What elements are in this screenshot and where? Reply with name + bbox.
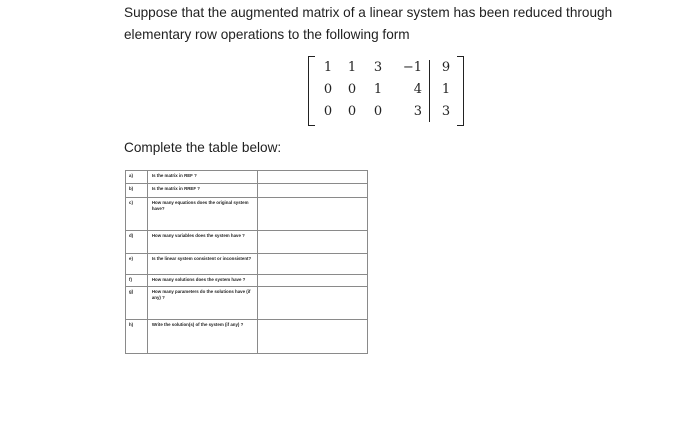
matrix-entry: 3	[413, 104, 422, 119]
row-label-text: e)	[129, 256, 133, 261]
augmented-matrix	[308, 56, 464, 126]
row-label	[126, 254, 148, 275]
matrix-entry: 1	[347, 60, 357, 75]
row-label	[126, 275, 148, 287]
answer-cell[interactable]	[258, 231, 368, 254]
question-line-1: Suppose that the augmented matrix of a linear system has been reduced through	[124, 5, 613, 20]
row-question: Is the linear system consistent or inconsistent?	[147, 254, 257, 275]
matrix-right-bracket	[457, 56, 464, 126]
answer-cell[interactable]	[258, 287, 368, 320]
question-line-2: elementary row operations to the following form	[124, 27, 410, 42]
matrix-entry: 9	[441, 60, 451, 75]
matrix-entry: 3	[441, 104, 451, 119]
matrix-entry: 3	[373, 60, 383, 75]
answer-cell[interactable]	[258, 275, 368, 287]
table-row	[126, 171, 368, 184]
row-label	[126, 287, 148, 320]
row-label-text: d)	[129, 233, 134, 238]
matrix-entry: −1	[402, 60, 422, 75]
row-question: Is the matrix in REF ?	[147, 171, 257, 184]
matrix-entry: 0	[347, 104, 357, 119]
answer-cell[interactable]	[258, 254, 368, 275]
table-row	[126, 275, 368, 287]
row-label-text: a)	[129, 173, 133, 178]
matrix-entry: 4	[413, 82, 422, 97]
answer-cell[interactable]	[258, 171, 368, 184]
row-label	[126, 320, 148, 354]
row-question: How many parameters do the solutions have (if any) ?	[147, 287, 257, 320]
answer-cell[interactable]	[258, 184, 368, 198]
row-label	[126, 231, 148, 254]
row-label	[126, 184, 148, 198]
row-question: How many solutions does the system have ?	[147, 275, 257, 287]
row-label	[126, 171, 148, 184]
row-label-text: g)	[129, 289, 134, 294]
question-text	[124, 2, 664, 46]
answer-cell[interactable]	[258, 320, 368, 354]
row-question: Is the matrix in RREF ?	[147, 184, 257, 198]
matrix-left-bracket	[308, 56, 315, 126]
augmented-divider	[429, 60, 430, 122]
matrix-entry: 0	[347, 82, 357, 97]
table-row	[126, 198, 368, 231]
table-instruction: Complete the table below:	[124, 140, 282, 155]
answer-cell[interactable]	[258, 198, 368, 231]
table-row	[126, 184, 368, 198]
matrix-entry: 0	[323, 82, 333, 97]
table-row	[126, 231, 368, 254]
matrix-entry: 0	[323, 104, 333, 119]
row-question: Write the solution(s) of the system (if any) ?	[147, 320, 257, 354]
row-label-text: h)	[129, 322, 134, 327]
row-question: How many variables does the system have ?	[147, 231, 257, 254]
matrix-entry: 1	[441, 82, 451, 97]
table-row	[126, 287, 368, 320]
row-label	[126, 198, 148, 231]
table-row	[126, 254, 368, 275]
row-label-text: b)	[129, 186, 134, 191]
matrix-entry: 1	[373, 82, 383, 97]
table-row	[126, 320, 368, 354]
row-question: How many equations does the original system have?	[147, 198, 257, 231]
answer-table	[125, 170, 368, 354]
row-label-text: f)	[129, 277, 132, 282]
row-label-text: c)	[129, 200, 133, 205]
matrix-entry: 1	[323, 60, 333, 75]
matrix-entry: 0	[373, 104, 383, 119]
